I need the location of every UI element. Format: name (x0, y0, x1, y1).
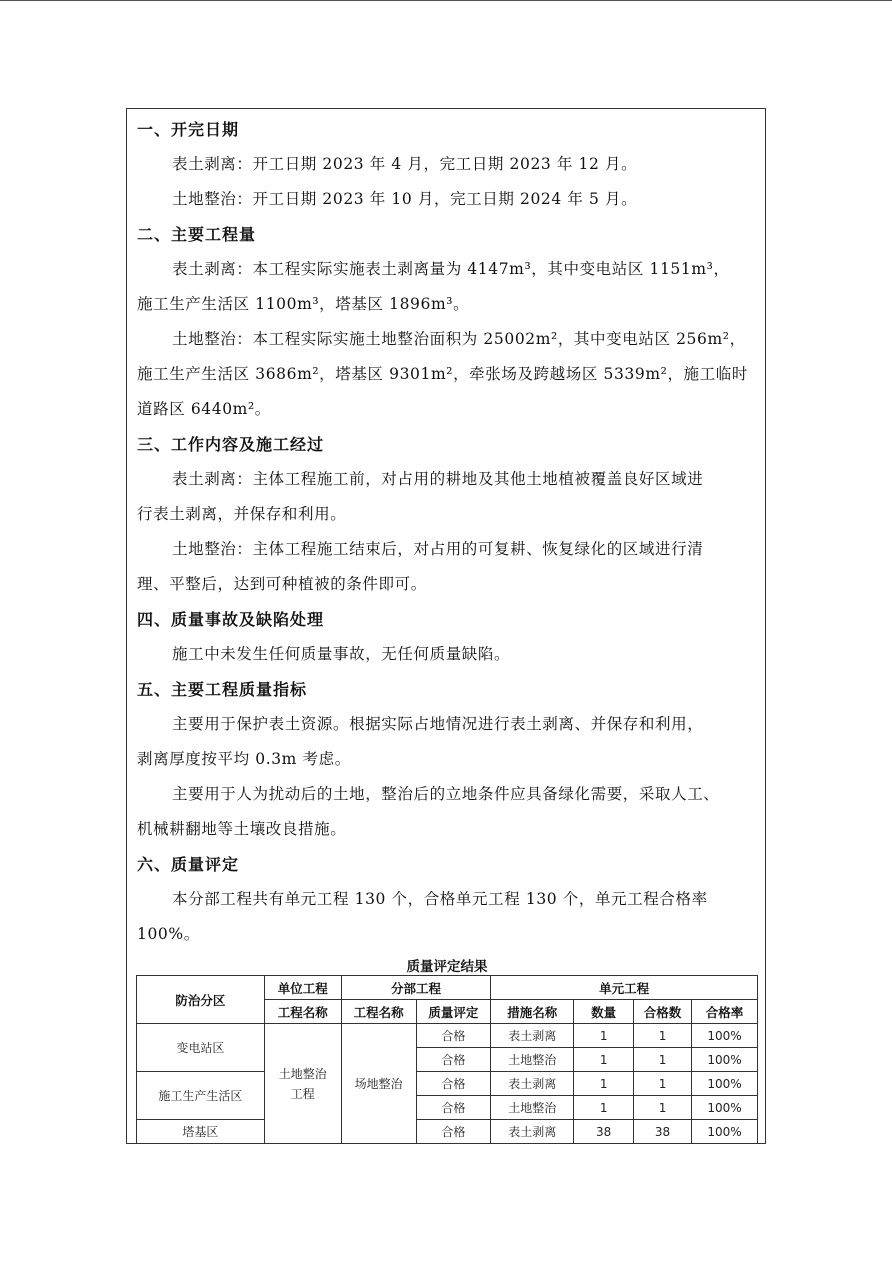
page-top-rule (0, 0, 892, 1)
rate-cell: 100% (692, 1048, 758, 1072)
measure-cell: 表土剥离 (491, 1120, 574, 1144)
assessment-line2: 100%。 (137, 925, 200, 943)
header-quality: 质量评定 (416, 1000, 491, 1024)
section-heading-quantities: 二、主要工程量 (137, 225, 257, 244)
zone-cell: 塔基区 (137, 1120, 265, 1144)
header-unit-element: 单元工程 (491, 976, 758, 1000)
passed-cell: 1 (634, 1048, 692, 1072)
indicators-p1-line2: 剥离厚度按平均 0.3m 考虑。 (137, 750, 351, 768)
measure-cell: 表土剥离 (491, 1072, 574, 1096)
section-heading-quality-assessment: 六、质量评定 (137, 855, 240, 874)
work-leveling-line2: 理、平整后，达到可种植被的条件即可。 (137, 575, 427, 593)
count-cell: 1 (574, 1072, 634, 1096)
section-heading-dates: 一、开完日期 (137, 120, 240, 139)
quality-cell: 合格 (416, 1120, 491, 1144)
accidents-text: 施工中未发生任何质量事故，无任何质量缺陷。 (172, 645, 511, 663)
table-row (137, 1120, 758, 1144)
passed-cell: 1 (634, 1024, 692, 1048)
measure-cell: 表土剥离 (491, 1024, 574, 1048)
rate-cell: 100% (692, 1072, 758, 1096)
table-caption: 质量评定结果 (406, 959, 488, 975)
quantities-stripping-line1: 表土剥离：本工程实际实施表土剥离量为 4147m³，其中变电站区 1151m³， (172, 260, 730, 278)
assessment-line1: 本分部工程共有单元工程 130 个，合格单元工程 130 个，单元工程合格率 (172, 890, 708, 908)
quality-cell: 合格 (416, 1072, 491, 1096)
table-row (137, 1072, 758, 1096)
unit-project-cell: 土地整治工程 (264, 1024, 341, 1144)
indicators-p2-line1: 主要用于人为扰动后的土地，整治后的立地条件应具备绿化需要，采取人工、 (172, 785, 720, 803)
rate-cell: 100% (692, 1120, 758, 1144)
table-row (137, 1024, 758, 1048)
passed-cell: 38 (634, 1120, 692, 1144)
rate-cell: 100% (692, 1024, 758, 1048)
count-cell: 38 (574, 1120, 634, 1144)
count-cell: 1 (574, 1096, 634, 1120)
dates-land-leveling: 土地整治：开工日期 2023 年 10 月，完工日期 2024 年 5 月。 (172, 190, 638, 208)
measure-cell: 土地整治 (491, 1048, 574, 1072)
quantities-stripping-line2: 施工生产生活区 1100m³，塔基区 1896m³。 (137, 295, 470, 313)
zone-cell: 施工生产生活区 (137, 1072, 265, 1120)
header-passed: 合格数 (634, 1000, 692, 1024)
indicators-p1-line1: 主要用于保护表土资源。根据实际占地情况进行表土剥离、并保存和利用， (172, 715, 704, 733)
zone-cell: 变电站区 (137, 1024, 265, 1072)
section-heading-accidents: 四、质量事故及缺陷处理 (137, 610, 325, 629)
header-unit-project: 单位工程 (264, 976, 341, 1000)
section-heading-work-content: 三、工作内容及施工经过 (137, 435, 325, 454)
work-leveling-line1: 土地整治：主体工程施工结束后，对占用的可复耕、恢复绿化的区域进行清 (172, 540, 704, 558)
quality-cell: 合格 (416, 1024, 491, 1048)
dates-stripping: 表土剥离：开工日期 2023 年 4 月，完工日期 2023 年 12 月。 (172, 155, 638, 173)
header-count: 数量 (574, 1000, 634, 1024)
header-measure: 措施名称 (491, 1000, 574, 1024)
quality-cell: 合格 (416, 1048, 491, 1072)
table-header-row-1 (137, 976, 758, 1000)
header-rate: 合格率 (692, 1000, 758, 1024)
quantities-leveling-line2: 施工生产生活区 3686m²，塔基区 9301m²，牵张场及跨越场区 5339m²，施工临时 (137, 365, 748, 383)
sub-project-cell: 场地整治 (341, 1024, 416, 1144)
section-heading-quality-indicators: 五、主要工程质量指标 (137, 680, 308, 699)
passed-cell: 1 (634, 1096, 692, 1120)
quantities-leveling-line1: 土地整治：本工程实际实施土地整治面积为 25002m²，其中变电站区 256m²， (172, 330, 746, 348)
quality-result-table (136, 975, 758, 1144)
count-cell: 1 (574, 1048, 634, 1072)
count-cell: 1 (574, 1024, 634, 1048)
work-stripping-line2: 行表土剥离，并保存和利用。 (137, 505, 347, 523)
passed-cell: 1 (634, 1072, 692, 1096)
indicators-p2-line2: 机械耕翻地等土壤改良措施。 (137, 820, 347, 838)
work-stripping-line1: 表土剥离：主体工程施工前，对占用的耕地及其他土地植被覆盖良好区域进 (172, 470, 704, 488)
quality-cell: 合格 (416, 1096, 491, 1120)
measure-cell: 土地整治 (491, 1096, 574, 1120)
header-project-name: 工程名称 (264, 1000, 341, 1024)
quantities-leveling-line3: 道路区 6440m²。 (137, 400, 271, 418)
header-sub-name: 工程名称 (341, 1000, 416, 1024)
header-zone: 防治分区 (137, 976, 265, 1024)
header-sub-project: 分部工程 (341, 976, 491, 1000)
rate-cell: 100% (692, 1096, 758, 1120)
